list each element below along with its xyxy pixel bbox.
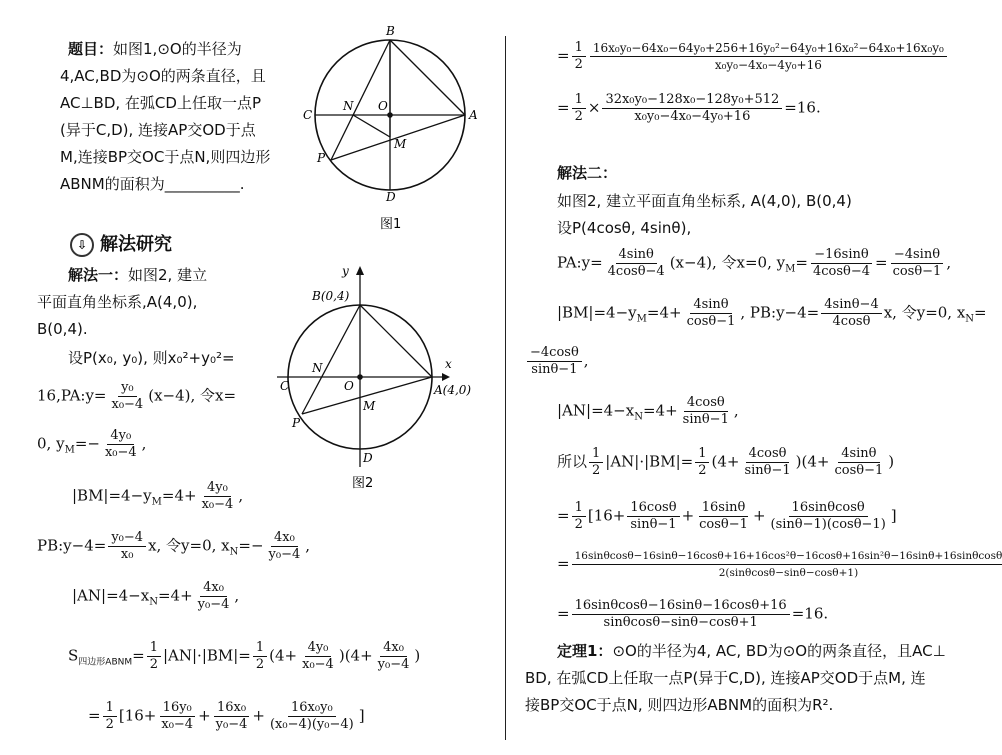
method2-pa: PA:y= $\frac{4\sin\theta}{4\cos\theta-4}$ (x−4), 令x=0, $y_M=$ $\frac{-16\sin\theta}{4\cos\theta-4}$ = $\frac{-4\sin\theta}{\cos\theta-1}$ , — [557, 247, 952, 279]
problem-statement — [68, 36, 283, 63]
fig1-label-C: C — [303, 108, 313, 122]
problem-line-3: AC⊥BD, 在弧CD上任取一点P — [60, 94, 261, 112]
method2-bm: $|BM|=4-y_M=4+$ $\frac{4\sin\theta}{\cos\theta-1}$ , PB:y−4= $\frac{4\sin\theta-4}{4\cos\theta}$ x, 令y=0, $x_N=$ — [557, 297, 987, 329]
method2-expand-3: = $\frac{16\sin\theta\cos\theta-16\sin\theta-16\cos\theta+16}{\sin\theta\cos\theta-\sin\theta-\cos\theta+1}$ =16. — [557, 598, 829, 630]
right-eq-2: = $\frac{1}{2}$ × $\frac{\text{32x₀y₀−128x₀−128y₀+512}}{\text{x₀y₀−4x₀−4y₀+16}}$ =16. — [557, 92, 821, 124]
method1-pb-line: PB:y−4= $\frac{\text{y₀−4}}{\text{x₀}}$ x, 令y=0, $x_N=-$ $\frac{\text{4x₀}}{\text{y₀−4}}$ , — [37, 530, 311, 562]
method2-line2: 设P(4cosθ, 4sinθ), — [557, 219, 692, 237]
fig2-label-P: P — [292, 416, 301, 430]
figure-2 — [272, 262, 497, 492]
problem-label: 题目： — [68, 40, 114, 58]
problem-line-6: ABNM的面积为__________. — [60, 175, 245, 193]
fig2-label-M: M — [363, 399, 376, 413]
problem-line-1: 如图1,⊙O的半径为 — [113, 40, 242, 58]
method1-line3: B(0,4). — [37, 320, 88, 338]
method2-expand-2: = 16sinθcosθ−16sinθ−16cosθ+16+16cos²θ−16cosθ+16sin²θ−16sinθ+16sinθcosθ 2(sinθcosθ−sinθ−cosθ+1) — [557, 548, 1002, 581]
fig1-label-B: B — [386, 24, 395, 38]
fig2-label-x: x — [445, 357, 452, 371]
method2-expand-1: = $\frac{1}{2}$ [16+ $\frac{16\cos\theta}{\sin\theta-1}$ + $\frac{16\sin\theta}{\cos\theta-1}$ + $\frac{16\sin\theta\cos\theta}{(\sin\theta-1)(\cos\theta-1)}$ ] — [557, 500, 897, 532]
method1-ym-line: 0, $y_M=-$ $\frac{\text{4y₀}}{\text{x₀−4}}$ , — [37, 428, 147, 460]
method1-line1: 如图2, 建立 — [128, 266, 208, 284]
theorem-line-1: ⊙O的半径为4, AC, BD为⊙O的两条直径，且AC⊥ — [612, 642, 946, 660]
theorem-1 — [525, 638, 985, 719]
fig2-label-A: A(4,0) — [434, 383, 472, 397]
theorem-line-2: BD, 在弧CD上任取一点P(异于C,D), 连接AP交OD于点M, 连 — [525, 669, 926, 687]
method1-pa-line: 16,PA:y= $\frac{\text{y₀}}{\text{x₀−4}}$ (x−4), 令x= — [37, 380, 237, 412]
fig1-label-A: A — [469, 108, 478, 122]
figure-1 — [295, 20, 495, 235]
method1-area-expand: = $\frac{1}{2}$ [16+ $\frac{\text{16y₀}}{\text{x₀−4}}$ + $\frac{\text{16x₀}}{\text{y₀−4}}$ + $\frac{\text{16x₀y₀}}{\text{(x₀−4)(y₀−4)}}$ ] — [88, 700, 365, 732]
theorem-line-3: 接BP交OC于点N, 则四边形ABNM的面积为R². — [525, 696, 834, 714]
fig1-label-M: M — [394, 137, 407, 151]
method1-line4: 设P(x₀, y₀), 则x₀²+y₀²= — [68, 349, 235, 367]
method1-coords — [37, 289, 307, 343]
method1-an-line: $|AN|=4-x_N=4+$ $\frac{\text{4x₀}}{\text{y₀−4}}$ , — [72, 580, 240, 612]
theorem-head: 定理1： — [557, 642, 613, 660]
column-divider — [505, 36, 506, 740]
fig2-label-N: N — [312, 361, 323, 375]
method2-head: 解法二： — [557, 164, 618, 182]
fig1-label-P: P — [317, 151, 326, 165]
fig2-caption: 图2 — [352, 476, 374, 491]
fig1-label-N: N — [343, 99, 354, 113]
method2-an: $|AN|=4-x_N=4+$ $\frac{4\cos\theta}{\sin\theta-1}$ , — [557, 395, 739, 427]
method1-head: 解法一： — [68, 266, 129, 284]
section-title — [70, 230, 172, 257]
fig2-label-O: O — [344, 379, 354, 393]
method1-line2: 平面直角坐标系,A(4,0), — [37, 293, 198, 311]
method1-area-line: $S_{四边形ABNM}=$ $\frac{1}{2}$ |AN|·|BM|= $\frac{1}{2}$ (4+ $\frac{\text{4y₀}}{\text{x₀−4}}$ )(4+ $\frac{\text{4x₀}}{\text{y₀−4}}$ ) — [68, 640, 421, 672]
section-title-text: 解法研究 — [100, 234, 172, 255]
down-arrow-icon: ⇩ — [70, 233, 94, 257]
fig1-label-D: D — [386, 190, 396, 204]
fig2-label-y: y — [342, 264, 349, 278]
fig2-label-C: C — [280, 379, 290, 393]
method1-bm-line: $|BM|=4-y_M=4+$ $\frac{\text{4y₀}}{\text{x₀−4}}$ , — [72, 480, 244, 512]
method2-line1: 如图2, 建立平面直角坐标系, A(4,0), B(0,4) — [557, 192, 852, 210]
problem-body — [60, 63, 300, 198]
fig1-label-O: O — [378, 99, 388, 113]
problem-line-2: 4,AC,BD为⊙O的两条直径，且 — [60, 67, 266, 85]
fig2-label-B: B(0,4) — [312, 289, 350, 303]
fig1-caption: 图1 — [380, 217, 402, 232]
fig2-label-D: D — [363, 451, 373, 465]
right-eq-1: = $\frac{1}{2}$ $\frac{\text{16x₀y₀−64x₀−64y₀+256+16y₀²−64y₀+16x₀²−64x₀+16x₀y₀}}{\text{x₀y₀−4x₀−4y₀+16}}$ — [557, 40, 949, 73]
problem-line-4: (异于C,D), 连接AP交OD于点 — [60, 121, 256, 139]
problem-line-5: M,连接BP交OC于点N,则四边形 — [60, 148, 271, 166]
method2-product: 所以 $\frac{1}{2}$ |AN|·|BM|= $\frac{1}{2}$ (4+ $\frac{4\cos\theta}{\sin\theta-1}$ )(4+ $\frac{4\sin\theta}{\cos\theta-1}$ ) — [557, 446, 895, 478]
method2-xn: $\frac{-4\cos\theta}{\sin\theta-1}$ , — [525, 345, 589, 378]
